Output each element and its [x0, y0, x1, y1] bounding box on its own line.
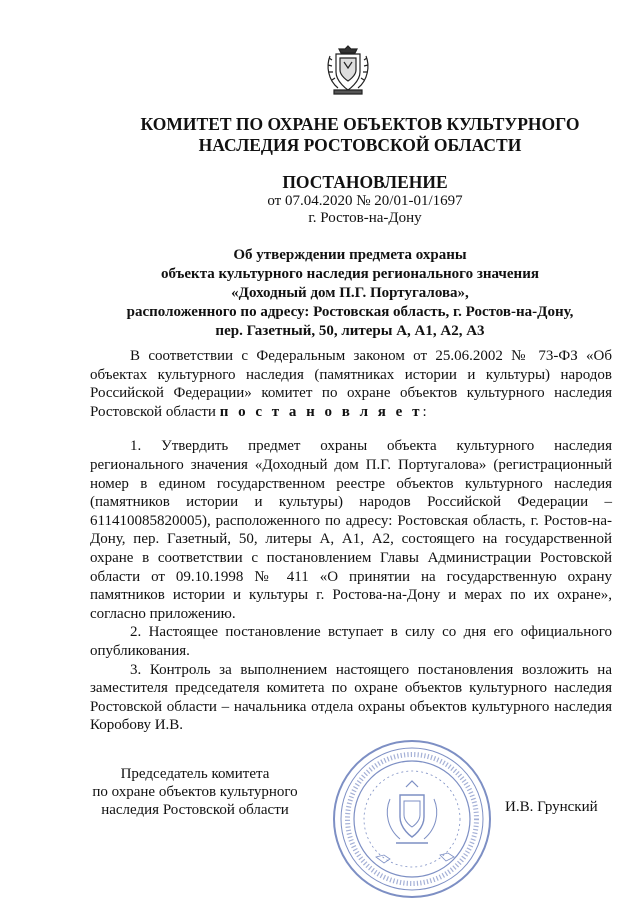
- subject-line: объекта культурного наследия регионального значения: [161, 266, 539, 282]
- subject-line: «Доходный дом П.Г. Португалова»,: [231, 285, 469, 301]
- signatory-role-line: по охране объектов культурного: [92, 784, 298, 800]
- document-subject: [90, 246, 610, 341]
- item-paragraph: 1. Утвердить предмет охраны объекта культурного наследия регионального значения «Доходный дом П.Г. Португалова» (регистрационный номер в едином государственном реестре объектов культурного наследия (памятников истории и культуры) народов Российской Федерации – 611410085820005), расположенного по адресу: Ростовская область, г. Ростов-на-Дону, пер. Газетный, 50, литеры А, А1, А2, состоящего на государственной охране в соответствии с постановлением Главы Администрации Ростовской области от 09.10.1998 № 411 «О принятии на государственную охрану памятников истории и культуры г. Ростова-на-Дону и мерах по их охране», согласно приложению.: [90, 438, 612, 622]
- subject-line: пер. Газетный, 50, литеры А, А1, А2, А3: [215, 323, 485, 339]
- signatory-name: И.В. Грунский: [505, 799, 598, 815]
- org-line-1: КОМИТЕТ ПО ОХРАНЕ ОБЪЕКТОВ КУЛЬТУРНОГО: [140, 114, 580, 134]
- subject-line: Об утверждении предмета охраны: [233, 247, 467, 263]
- official-seal: [330, 737, 494, 901]
- document-type: ПОСТАНОВЛЕНИЕ: [282, 172, 448, 192]
- document-city: г. Ростов-на-Дону: [308, 210, 422, 226]
- signatory-role: [80, 765, 310, 819]
- preamble-colon: :: [422, 403, 427, 420]
- org-line-2: НАСЛЕДИЯ РОСТОВСКОЙ ОБЛАСТИ: [198, 135, 522, 155]
- item-paragraph: 3. Контроль за выполнением настоящего постановления возложить на заместителя председателя комитета по охране объектов культурного наследия Ростовской области – начальника отдела охраны объектов культурного наследия Коробову И.В.: [90, 661, 612, 734]
- document-body: [90, 347, 612, 735]
- document-date-number: от 07.04.2020 № 20/01-01/1697: [267, 193, 463, 209]
- subject-line: расположенного по адресу: Ростовская область, г. Ростов-на-Дону,: [126, 304, 574, 320]
- coat-of-arms-icon: [324, 42, 372, 98]
- signatory-role-line: наследия Ростовской области: [101, 802, 289, 818]
- preamble-paragraph: [90, 347, 612, 421]
- decree-word: п о с т а н о в л я е т: [219, 403, 423, 420]
- item-paragraph: 2. Настоящее постановление вступает в силу со дня его официального опубликования.: [90, 624, 612, 659]
- signatory-role-line: Председатель комитета: [120, 766, 270, 782]
- document-meta: [220, 193, 510, 227]
- organization-name: [100, 114, 620, 156]
- preamble-text: В соответствии с Федеральным законом от 25.06.2002 № 73-ФЗ «Об объектах культурного наследия (памятниках истории и культуры) народов Российской Федерации» комитет по охране объектов культурного наследия Ростовской области: [90, 348, 612, 420]
